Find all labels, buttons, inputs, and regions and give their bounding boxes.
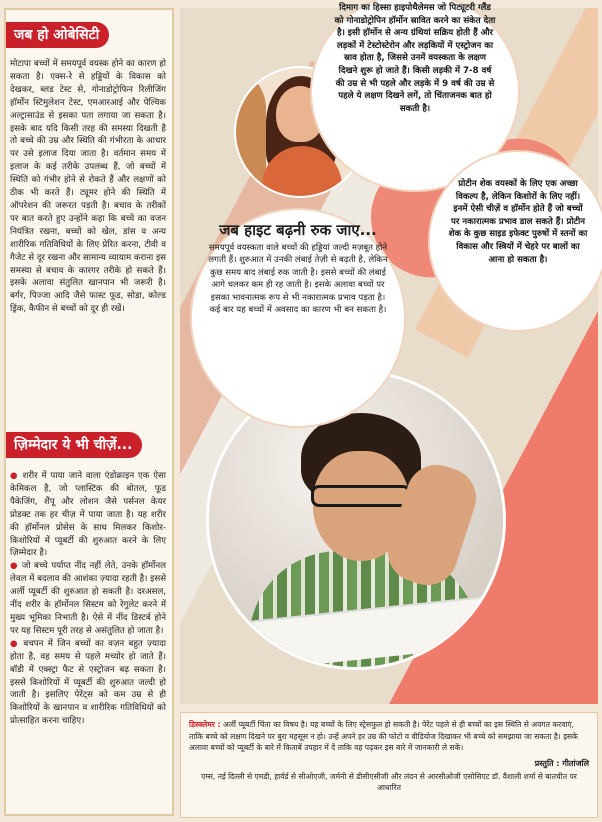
disclaimer-text: डिस्क्लेमर : अर्ली प्यूबर्टी चिंता का विषय है। यह बच्चों के लिए स्ट्रेसफुल हो सकती है। पेरेंट पहले से ही बच्चों का इस स्थिति से अवगत करवाएं, ताकि बच्चे को लक्षण दिखने पर बुरा महसूस न हो। उन्हें अपने हर उम्र की फोटो व वीडियोज दिखाकर भी बच्चे को समझाया जा सकता है। इसके अलावा बच्चों को प्यूबर्टी के बारे में किताबें उपहार में दें ताकि वह पढ़कर इस बारे में जानकारी ले सकें। <box>189 720 578 753</box>
disclaimer-box <box>180 712 598 818</box>
bullet-icon: ● <box>10 561 19 572</box>
bullet-icon: ● <box>10 638 20 649</box>
list-item: ● जो बच्चे पर्याप्त नींद नहीं लेते, उनके हॉर्मोनल लेवल में बदलाव की आशंका ज़्यादा रहती है। इससे अर्ली प्यूबर्टी की शुरुआत हो सकती है। दरअसल, नींद शरीर के हॉर्मोनल सिस्टम को रेगुलेट करने में मुख्य भूमिका निभाती है। ऐसे में नींद डिस्टर्ब होने पर यह सिस्टम पूरी तरह से असंतुलित हो जाता है। <box>10 561 167 636</box>
glasses-icon <box>311 485 411 507</box>
height-title: जब हाइट बढ़नी रुक जाए... <box>219 221 377 239</box>
responsible-things-list <box>10 470 166 728</box>
obesity-paragraph: मोटापा बच्चों में समयपूर्व वयस्क होने का कारण हो सकता है। एक्स-रे से हड्डियों के विकास को देखकर, ब्लड टेस्ट से, गोनाडोट्रोफिन रिलीजिंग हॉर्मोन स्टिमुलेशन टेस्ट, एमआरआई और पेल्विक अल्ट्रासाउंड से इसका पता लगाया जा सकता है। इसके बाद यदि किसी तरह की समस्या दिखती है तो बच्चे की उम्र और स्थिति की गंभीरता के आधार पर उसे इलाज दिया जाता है। वर्तमान समय में इलाज के कई तरीके उपलब्ध हैं, जो बच्चों में स्थिति को गंभीर होने से रोकते हैं और लक्षणों को ठीक भी करते हैं। ट्यूमर होने की स्थिति में ऑपरेशन की जरूरत पड़ती है। बचाव के तरीकों पर बात करते हुए उन्होंने कहा कि बच्चे का वजन नियंत्रित रखना, बच्चों को खेल, डांस व अन्य शारीरिक गतिविधियों के लिए प्रेरित करना, टीवी व गैजेट से दूर रखना और सामान्य व्यायाम कराना इस समस्या से बचाव के कारगर तरीके हो सकते हैं। इसके अलावा संतुलित खानपान भी जरूरी है। बर्गर, पिज्जा आदि जैसे फास्ट फूड, सोडा, कोल्ड ड्रिंक, कैफीन से बच्चों को दूर ही रखें। <box>10 59 166 315</box>
mirror-shape <box>234 68 266 198</box>
credit-line: प्रस्तुति : गीतांजलि <box>534 758 589 768</box>
bubble-protein: प्रोटीन शेक वयस्कों के लिए एक अच्छा विकल्प है, लेकिन किशोरों के लिए नहीं। इनमें ऐसी चीज़ें व हॉर्मोन होते हैं जो बच्चों पर नकारात्मक प्रभाव डाल सकते हैं। प्रोटीन शेक के कुछ साइड इफेक्ट पुरुषों में स्तनों का विकास और स्त्रियों में चेहरे पर बालों का आना हो सकता है। <box>430 152 602 330</box>
heading-responsible-things: ज़िम्मेदार ये भी चीज़ें... <box>6 432 142 458</box>
bullet-icon: ● <box>10 471 19 481</box>
list-item: ● बचपन में जिन बच्चों का वज़न बहुत ज़्यादा होता है, वह समय से पहले मच्योर हो जाते हैं। बॉडी में एक्स्ट्रा फैट से एस्ट्रोजन बढ़ सकता है। इससे किशोरियों में प्यूबर्टी की शुरुआत जल्दी हो जाती है। इसलिए पेरेंट्स को कम उम्र से ही किशोरियों के खानपान व शारीरिक गतिविधियों को प्रोत्साहित करना चाहिए। <box>10 638 167 727</box>
source-note: एम्स, नई दिल्ली से एमडी, हार्वर्ड से सीओएजी, जर्मनी से डीसीएसीजी और लंदन से आरसीओजी एसोसिएट डॉ. वैशाली शर्मा से बातचीत पर आधारित <box>201 772 577 793</box>
list-item: ● शरीर में पाया जाने वाला एंडोक्राइन एक ऐसा केमिकल है, जो प्लास्टिक की बोतल, फूड पैकेजिंग, शैंपू और लोशन जैसे पर्सनल केयर प्रोडक्ट तक हर चीज़ में पाया जाता है। यह शरीर की हॉर्मोनल प्रोसेस के साथ मिलकर किशोर-किशोरियों में प्यूबर्टी की शुरुआत करने के लिए ज़िम्मेदार है। <box>10 471 166 559</box>
heading-obesity: जब हो ओबेसिटी <box>6 22 109 48</box>
bubble-brain: दिमाग का हिस्सा हाइपोथैलेमस जो पिट्यूटरी ग्लैंड को गोनाडोट्रोपिन हॉर्मोन स्रावित करने का संकेत देता है। इसी हॉर्मोन से अन्य ग्रंथियां सक्रिय होती हैं और लड़कों में टेस्टोस्टेरोन और लड़कियों में एस्ट्रोजन का स्राव होता है, जिससे उनमें वयस्कता के लक्षण दिखने शुरू हो जाते हैं। किसी लड़की में 7-8 वर्ष की उम्र से भी पहले और लड़के में 9 वर्ष की उम्र से पहले ये लक्षण दिखने लगें, तो चिंताजनक बात हो सकती है। <box>312 0 518 190</box>
bubble-height: जब हाइट बढ़नी रुक जाए... समयपूर्व वयस्कता वाले बच्चों की हड्डियां जल्दी मज़बूत होने लगती हैं। शुरुआत में उनकी लंबाई तेज़ी से बढ़ती है, लेकिन कुछ समय बाद लंबाई रुक जाती है। इससे बच्चों की लंबाई आगे चलकर कम ही रह जाती है। इसके अलावा बच्चों पर इसका भावनात्मक रूप से भी नकारात्मक प्रभाव पड़ता है। कई बार यह बच्चों में अवसाद का कारण भी बन सकता है। <box>192 210 404 426</box>
